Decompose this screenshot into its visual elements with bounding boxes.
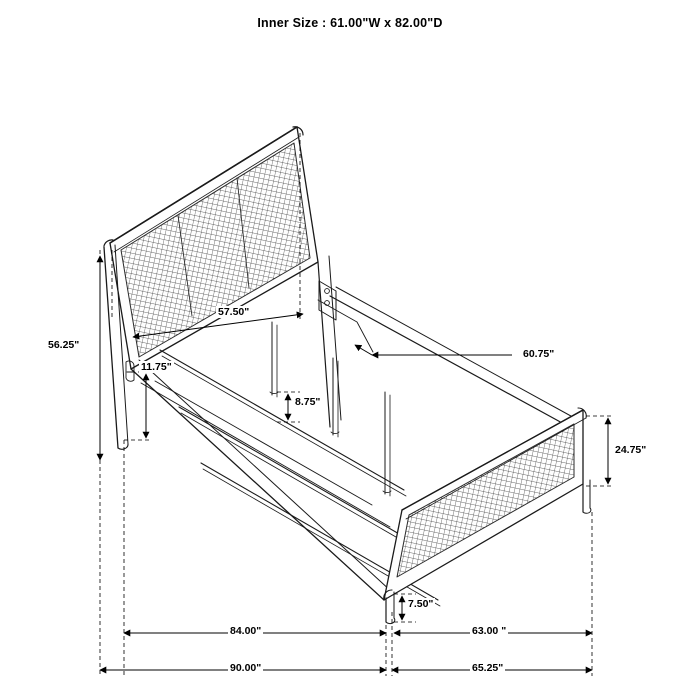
dimension-label-rail-length: 60.75" bbox=[523, 348, 555, 360]
dimension-label-footboard-leg-clearance: 7.50" bbox=[408, 598, 434, 610]
dimension-label-overall-right-segment: 65.25" bbox=[472, 662, 504, 674]
page-title: Inner Size : 61.00"W x 82.00"D bbox=[257, 16, 443, 30]
dimension-label-headboard-panel-width: 57.50" bbox=[218, 306, 250, 318]
dimension-label-headboard-leg-clearance: 11.75" bbox=[141, 361, 172, 373]
dimension-label-slat-support-height: 8.75" bbox=[295, 396, 321, 408]
dimension-label-headboard-height-overall: 56.25" bbox=[48, 339, 80, 351]
dimension-label-depth-right-segment: 63.00 " bbox=[472, 625, 507, 637]
dimension-label-overall-left-segment: 90.00" bbox=[230, 662, 262, 674]
dimension-label-footboard-height: 24.75" bbox=[615, 444, 647, 456]
dimension-label-depth-left-segment: 84.00" bbox=[230, 625, 262, 637]
